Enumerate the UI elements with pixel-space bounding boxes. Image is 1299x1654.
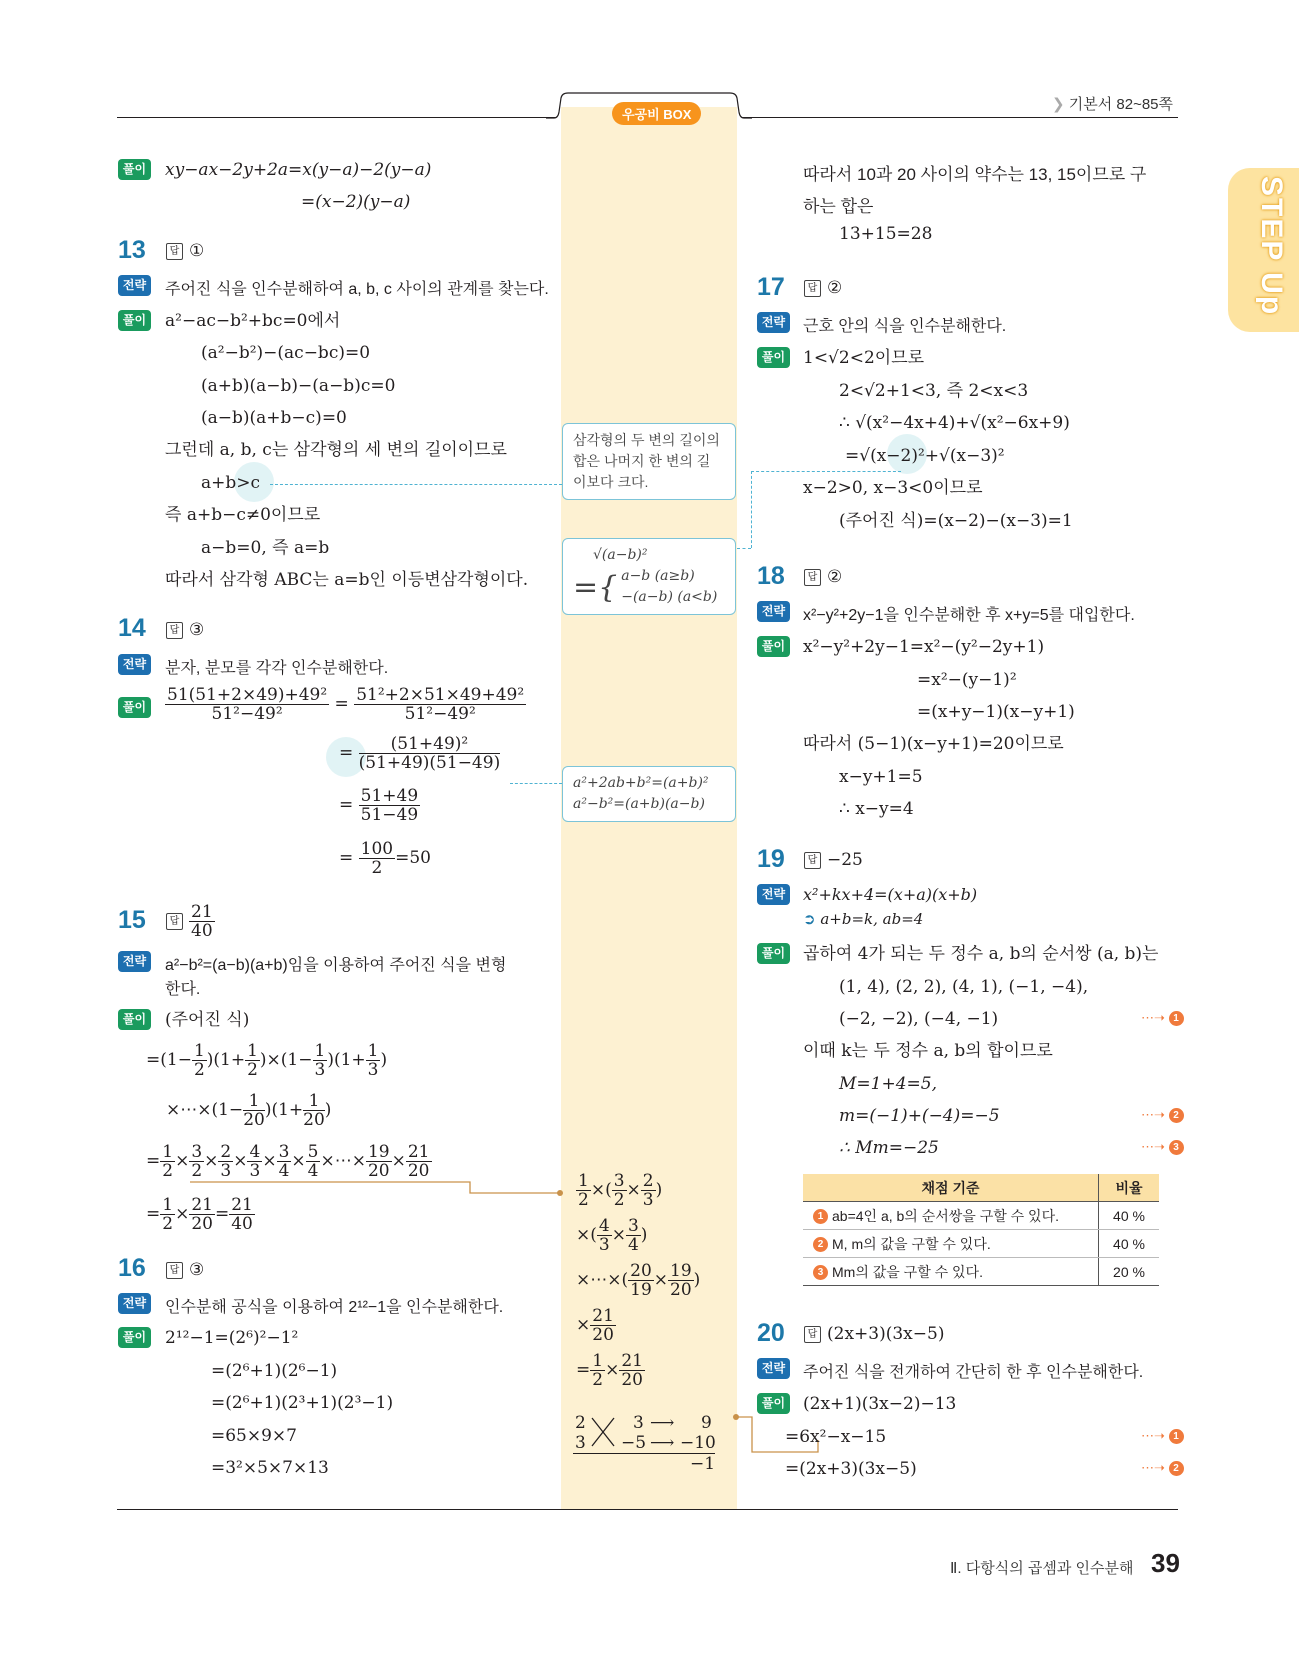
strategy-text: x²−y²+2y−1을 인수분해한 후 x+y=5를 대입한다. — [803, 607, 1135, 624]
p17-line: x−2>0, x−3<0이므로 — [803, 478, 983, 498]
p18-line: ∴ x−y=4 — [839, 799, 914, 819]
sol-badge: 풀이 — [118, 310, 151, 331]
note-sqrt: √(a−b)² ={ a−b (a≥b) −(a−b) (a<b) — [562, 538, 736, 615]
side-calc: ×( $\frac{4}{3}$ × $\frac{3}{4}$ ) — [576, 1216, 648, 1255]
strategy-text: ➲ a+b=k, ab=4 — [803, 910, 924, 928]
problem-number: 19 — [757, 845, 785, 873]
step-marker: ⋯➝ 1 — [1141, 1428, 1188, 1444]
leader-line — [270, 484, 562, 485]
arrow-icon: ⟶ — [650, 1433, 675, 1453]
strategy-text: 주어진 식을 인수분해하여 a, b, c 사이의 관계를 찾는다. — [165, 281, 549, 298]
sol-badge: 풀이 — [118, 697, 151, 718]
p17-line: (주어진 식)=(x−2)−(x−3)=1 — [839, 511, 1073, 531]
problem-number: 17 — [757, 273, 785, 301]
problem-number: 20 — [757, 1319, 785, 1347]
strategy-text: x²+kx+4=(x+a)(x+b) — [803, 885, 978, 904]
p12-line: xy−ax−2y+2a=x(y−a)−2(y−a) — [165, 160, 432, 180]
arrow-icon: ⟶ — [650, 1413, 675, 1433]
p19-line: 곱하여 4가 되는 두 정수 a, b의 순서쌍 (a, b)는 — [803, 944, 1159, 964]
p18-line: 따라서 (5−1)(x−y+1)=20이므로 — [803, 734, 1064, 754]
problem-number: 15 — [118, 906, 146, 934]
p15-line: (주어진 식) — [165, 1010, 250, 1030]
p12-line: =(x−2)(y−a) — [301, 192, 411, 212]
table-header: 비율 — [1099, 1174, 1160, 1202]
note-formulas: a²+2ab+b²=(a+b)² a²−b²=(a+b)(a−b) — [562, 766, 736, 822]
p13-line: 즉 a+b−c≠0이므로 — [165, 505, 321, 525]
answer: 답 ② — [804, 278, 842, 298]
p17-line: 1<√2<2이므로 — [803, 348, 925, 368]
bracket-line — [190, 1180, 570, 1196]
p16b-line: 따라서 10과 20 사이의 약수는 13, 15이므로 구 — [803, 165, 1147, 184]
strat-badge: 전략 — [757, 1358, 790, 1379]
cross-e: 9 — [701, 1413, 712, 1433]
header-ref: ❯ 기본서 82~85쪽 — [1052, 96, 1174, 113]
problem-number: 13 — [118, 236, 146, 264]
p19-line: 이때 k는 두 정수 a, b의 합이므로 — [803, 1041, 1053, 1061]
p15-expr: = $\frac{1}{2}$ × $\frac{3}{2}$ × $\frac{2}{3}$ × $\frac{4}{3}$ × $\frac{3}{4}$ × $\frac{5}{4}$ ×⋯× $\frac{19}{20}$ × $\frac{21}{20}$ — [146, 1142, 430, 1181]
note-triangle: 삼각형의 두 변의 길이의 합은 나머지 한 변의 길 이보다 크다. — [562, 423, 736, 500]
p18-line: x²−y²+2y−1=x²−(y²−2y+1) — [803, 637, 1045, 657]
strategy-text: 근호 안의 식을 인수분해한다. — [803, 318, 1007, 335]
grading-table — [803, 1174, 1159, 1286]
step-marker: ⋯➝ 3 — [1141, 1139, 1188, 1155]
strat-badge: 전략 — [118, 951, 151, 972]
answer: 답 $\frac{21}{40}$ — [166, 903, 215, 940]
p13-line: a−b=0, 즉 a=b — [201, 538, 330, 558]
strategy-text: 분자, 분모를 각각 인수분해한다. — [165, 660, 389, 677]
bottom-rule — [117, 1509, 1178, 1510]
p19-line: M=1+4=5, — [839, 1074, 937, 1094]
table-row: 1 ab=4인 a, b의 순서쌍을 구할 수 있다. 40 % — [803, 1202, 1159, 1230]
side-calc: = $\frac{1}{2}$ × $\frac{21}{20}$ — [576, 1351, 643, 1390]
side-calc: $\frac{1}{2}$ ×( $\frac{3}{2}$ × $\frac{2}{3}$ ) — [578, 1171, 663, 1210]
answer: 답 −25 — [804, 850, 863, 870]
strategy-text: a²−b²=(a−b)(a+b)임을 이용하여 주어진 식을 변형 — [165, 957, 507, 974]
side-calc: × $\frac{21}{20}$ — [576, 1306, 614, 1345]
leader-line — [751, 471, 901, 472]
p16-line: =(2⁶+1)(2³+1)(2³−1) — [211, 1393, 394, 1413]
p16b-line: 13+15=28 — [839, 224, 933, 244]
leader-line — [737, 548, 751, 549]
strategy-text: 인수분해 공식을 이용하여 2¹²−1을 인수분해한다. — [165, 1299, 504, 1316]
step-marker: ⋯➝ 2 — [1141, 1107, 1188, 1123]
answer: 답 ① — [166, 241, 204, 261]
p15-expr: =(1− $\frac{1}{2}$ )(1+ $\frac{1}{2}$ )×(1− $\frac{1}{3}$ )(1+ $\frac{1}{3}$ ) — [146, 1041, 388, 1080]
p18-line: =(x+y−1)(x−y+1) — [917, 702, 1075, 722]
p15-expr: = $\frac{1}{2}$ × $\frac{21}{20}$ = $\frac{21}{40}$ — [146, 1195, 253, 1234]
p16-line: =(2⁶+1)(2⁶−1) — [211, 1361, 338, 1381]
strategy-text: 주어진 식을 전개하여 간단히 한 후 인수분해한다. — [803, 1364, 1144, 1381]
p14-line: = $\frac{51+49}{51-49}$ — [339, 786, 419, 825]
p14-line: $\frac{\text{51(51+2×49)+49²}}{\text{51²−49²}}$ = $\frac{\text{51²+2×51×49+49²}}{\text{51²−49²}}$ — [167, 685, 525, 724]
p13-line: 따라서 삼각형 ABC는 a=b인 이등변삼각형이다. — [165, 570, 529, 590]
p16b-line: 하는 합은 — [803, 197, 874, 216]
problem-number: 14 — [118, 614, 146, 642]
sol-badge: 풀이 — [118, 159, 151, 180]
cross-c: 3 — [633, 1413, 644, 1433]
table-row: 3 Mm의 값을 구할 수 있다. 20 % — [803, 1258, 1159, 1286]
cross-a: 2 — [575, 1413, 586, 1433]
strat-badge: 전략 — [757, 601, 790, 622]
cross-b: 3 — [575, 1433, 586, 1453]
strat-badge: 전략 — [118, 654, 151, 675]
side-calc: ×⋯×( $\frac{20}{19}$ × $\frac{19}{20}$ ) — [576, 1261, 701, 1300]
footer-chapter: Ⅱ. 다항식의 곱셈과 인수분해 — [950, 1560, 1134, 1577]
p17-line: 2<√2+1<3, 즉 2<x<3 — [839, 381, 1029, 401]
p14-line: = $\frac{\text{(51+49)²}}{(51+49)(51-49)}$ — [339, 734, 501, 773]
step-tab-label: STEP Up — [1255, 176, 1288, 317]
cross-d: −5 — [621, 1433, 647, 1453]
answer: 답 (2x+3)(3x−5) — [804, 1324, 944, 1344]
page-number: 39 — [1151, 1548, 1180, 1578]
p18-line: x−y+1=5 — [839, 767, 923, 787]
p16-line: 2¹²−1=(2⁶)²−1² — [165, 1328, 299, 1348]
problem-number: 18 — [757, 562, 785, 590]
p13-line: (a+b)(a−b)−(a−b)c=0 — [201, 376, 396, 396]
p17-line: =√(x−2)²+√(x−3)² — [845, 446, 1005, 466]
leader-line — [510, 783, 562, 784]
sol-badge: 풀이 — [757, 347, 790, 368]
p20-line: (2x+1)(3x−2)−13 — [803, 1394, 957, 1414]
box-label: 우공비 BOX — [612, 102, 701, 125]
p19-line: (−2, −2), (−4, −1) — [839, 1009, 999, 1029]
strat-badge: 전략 — [118, 1293, 151, 1314]
strat-badge: 전략 — [757, 884, 790, 905]
p13-line: a²−ac−b²+bc=0에서 — [165, 311, 341, 331]
p18-line: =x²−(y−1)² — [917, 670, 1017, 690]
p13-line: (a²−b²)−(ac−bc)=0 — [201, 343, 371, 363]
p19-line: ∴ Mm=−25 — [839, 1138, 939, 1158]
p13-line: 그런데 a, b, c는 삼각형의 세 변의 길이이므로 — [165, 440, 507, 460]
sol-badge: 풀이 — [757, 943, 790, 964]
cross-icon — [590, 1414, 616, 1450]
answer: 답 ② — [804, 567, 842, 587]
table-row: 2 M, m의 값을 구할 수 있다. 40 % — [803, 1230, 1159, 1258]
p20-line: =6x²−x−15 — [785, 1427, 887, 1447]
cross-g: −1 — [690, 1454, 716, 1474]
sol-badge: 풀이 — [757, 1393, 790, 1414]
strategy-text: 한다. — [165, 981, 201, 998]
step-marker: ⋯➝ 1 — [1141, 1010, 1188, 1026]
chevron-right-icon: ❯ — [1052, 96, 1069, 113]
p20-line: =(2x+3)(3x−5) — [785, 1459, 917, 1479]
sol-badge: 풀이 — [757, 636, 790, 657]
p17-line: ∴ √(x²−4x+4)+√(x²−6x+9) — [839, 413, 1070, 433]
p13-line: a+b>c — [201, 473, 261, 493]
p16-line: =65×9×7 — [211, 1426, 297, 1446]
problem-number: 16 — [118, 1254, 146, 1282]
p15-expr: ×⋯×(1− $\frac{1}{20}$ )(1+ $\frac{1}{20}$ ) — [166, 1091, 332, 1130]
p19-line: m=(−1)+(−4)=−5 — [839, 1106, 1000, 1126]
circle-arrow-icon: ➲ — [803, 910, 821, 928]
sol-badge: 풀이 — [118, 1009, 151, 1030]
step-marker: ⋯➝ 2 — [1141, 1460, 1188, 1476]
p19-line: (1, 4), (2, 2), (4, 1), (−1, −4), — [839, 977, 1089, 997]
p13-line: (a−b)(a+b−c)=0 — [201, 408, 347, 428]
cross-f: −10 — [680, 1433, 716, 1453]
answer: 답 ③ — [166, 620, 204, 640]
strat-badge: 전략 — [757, 312, 790, 333]
strat-badge: 전략 — [118, 275, 151, 296]
answer: 답 ③ — [166, 1260, 204, 1280]
table-header: 채점 기준 — [803, 1174, 1099, 1202]
sol-badge: 풀이 — [118, 1327, 151, 1348]
p16-line: =3²×5×7×13 — [211, 1458, 329, 1478]
leader-line — [751, 471, 752, 548]
p14-line: = $\frac{100}{2}$ =50 — [339, 839, 431, 878]
